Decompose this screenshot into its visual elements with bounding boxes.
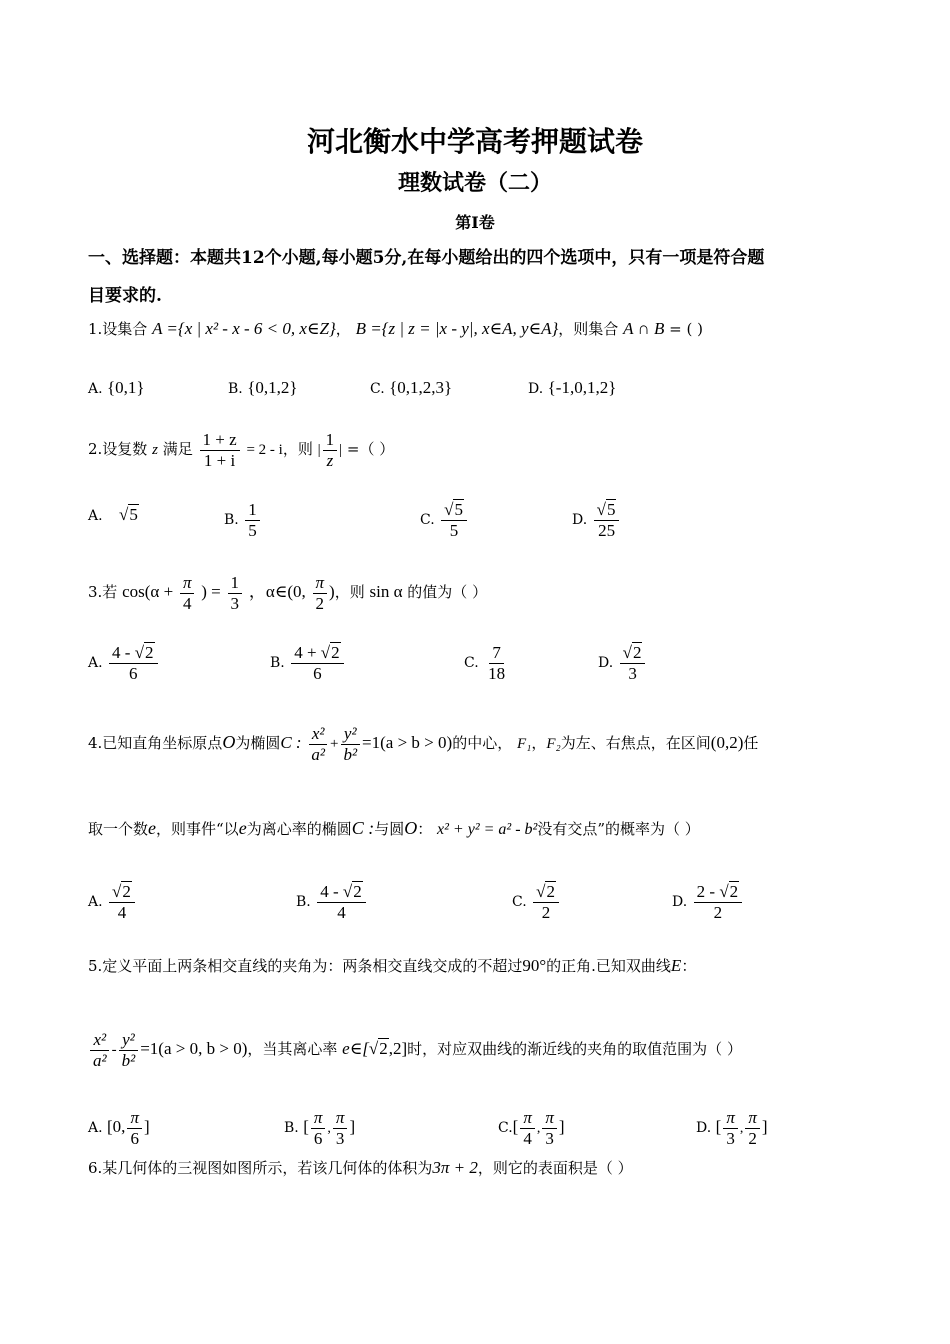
frac-num: π <box>180 573 195 594</box>
q6-lead: 6.某几何体的三视图如图所示，若该几何体的体积为 <box>88 1159 433 1177</box>
q4-p2: 的中心， <box>452 734 513 753</box>
question-2: 2.设复数 z 满足 $\frac{1 + z}{1 + i}$ = 2 - i，则 | $\frac{1}{z}$ | =（ ） <box>88 430 395 470</box>
opt-pre: [ <box>715 1117 722 1137</box>
frac-den: 6 <box>129 663 138 683</box>
frac-num-pre: 4 - <box>112 643 135 662</box>
opt-post: ] <box>761 1117 768 1137</box>
q2-option-b <box>224 500 262 540</box>
frac-den: a² <box>93 1050 107 1070</box>
q5-deg: 90° <box>522 956 547 975</box>
frac-den: 5 <box>248 520 257 540</box>
option-label: B. <box>296 894 311 911</box>
q3-lead: 3.若 <box>88 583 118 602</box>
q4-ellipse-c: C : <box>280 733 302 753</box>
q3-tail: 的值为（ ） <box>407 583 488 602</box>
frac-den: 25 <box>598 520 616 540</box>
q4-comma: ， <box>531 734 547 753</box>
frac-num-rad: 2 <box>145 643 154 662</box>
q4-option-b: B. $\frac{4 - √2}{4}$ <box>296 882 368 922</box>
option-label: A. <box>88 381 103 397</box>
question-4-line2 <box>88 818 700 839</box>
frac-den: 1 + i <box>203 450 236 470</box>
frac-num: π <box>127 1108 142 1129</box>
question-5-line1 <box>88 955 696 976</box>
q4-o2: O <box>404 818 418 838</box>
exam-title: 河北衡水中学高考押题试卷 <box>306 125 643 158</box>
q5-option-b <box>284 1108 355 1148</box>
question-1 <box>88 318 703 339</box>
q4-f2: F₂ <box>546 736 561 753</box>
q4-lead: 4.已知直角坐标原点 <box>88 734 223 753</box>
q1-option-d <box>528 378 616 398</box>
q4-l2f: 没有交点”的概率为（ ） <box>537 820 700 838</box>
option-value: {0,1,2,3} <box>389 378 453 397</box>
frac-num: π <box>333 1108 348 1129</box>
q6-tail: ，则它的表面积是（ ） <box>477 1159 633 1177</box>
opt-post: ] <box>349 1117 356 1137</box>
q5-ecc-pre: e∈[ <box>342 1039 369 1059</box>
option-label: C. <box>498 1120 513 1137</box>
opt-pre: [0, <box>107 1117 126 1137</box>
q4-l2b: ，则事件“以 <box>156 820 239 838</box>
q2-then: ，则 <box>282 440 313 459</box>
frac-num-pre: 2 - <box>696 882 720 901</box>
q1-set-a: A ={x | x² - x - 6 < 0, x∈Z} <box>152 319 336 338</box>
opt-mid: , <box>739 1121 744 1137</box>
frac-num: 1 <box>323 430 338 451</box>
q4-l2d: 与圆 <box>374 820 405 838</box>
q4-p3: 为左、右焦点，在区间 <box>560 734 711 753</box>
q3-cond-close: ) <box>329 582 335 602</box>
q5-eq: =1(a > 0, b > 0) <box>140 1039 248 1059</box>
q3-sin: sin α <box>369 582 403 602</box>
frac-den: b² <box>121 1050 136 1070</box>
q5-l1: 5.定义平面上两条相交直线的夹角为：两条相交直线交成的不超过 <box>88 957 523 975</box>
exam-subtitle: 理数试卷（二） <box>397 170 552 196</box>
option-label: C. <box>370 381 385 397</box>
q1-expr: A ∩ B <box>623 319 665 338</box>
q4-eq: =1(a > b > 0) <box>362 733 453 753</box>
option-label: B. <box>284 1120 299 1137</box>
frac-num: π <box>745 1108 760 1129</box>
frac-den: 4 <box>337 902 346 922</box>
frac-num-rad: 2 <box>353 882 362 901</box>
q2-fraction <box>200 430 240 470</box>
frac-num-pre: 4 + <box>294 643 321 662</box>
frac-num: 7 <box>489 643 504 664</box>
q4-l2a: 取一个数 <box>88 820 149 838</box>
q3-cos: cos(α + <box>122 582 174 602</box>
q5-option-d <box>696 1108 768 1148</box>
q4-interval: (0,2) <box>710 733 744 753</box>
frac-den: 2 <box>748 1128 757 1148</box>
frac-num: π <box>723 1108 738 1129</box>
q2-option-d: D. $\frac{√5}{25}$ <box>572 500 621 540</box>
frac-den: 4 <box>182 593 192 613</box>
frac-num: y² <box>119 1030 138 1051</box>
question-3 <box>88 573 487 613</box>
option-label: C. <box>464 655 479 672</box>
option-label: C. <box>420 512 435 529</box>
q2-var: z <box>152 442 158 459</box>
frac-num: π <box>542 1108 557 1129</box>
frac-den: 4 <box>117 902 127 922</box>
frac-den: 18 <box>488 663 506 683</box>
opt-post: ] <box>558 1117 565 1137</box>
q3-ask: ，则 <box>334 583 365 602</box>
frac-num: x² <box>90 1030 109 1051</box>
frac-num-pre: 4 - <box>320 882 343 901</box>
q1-set-b: B ={z | z = |x - y|, x∈A, y∈A} <box>355 319 559 338</box>
frac-den: 6 <box>130 1128 139 1148</box>
q2-lead: 2.设复数 <box>88 440 148 459</box>
opt-pre: [ <box>303 1117 309 1137</box>
option-label: D. <box>672 894 688 911</box>
option-label: A. <box>88 508 103 524</box>
q2-eq: = 2 - i <box>246 442 283 459</box>
frac-num: π <box>313 573 328 594</box>
q1-tail: = ( ) <box>669 320 703 338</box>
q4-e2: e <box>238 818 247 838</box>
question-6 <box>88 1157 633 1178</box>
q4-p4: 任 <box>743 734 759 753</box>
frac-num: x² <box>309 724 328 745</box>
q1-option-a <box>88 378 145 398</box>
option-label: B. <box>224 512 239 529</box>
option-label: B. <box>270 655 285 672</box>
option-label: D. <box>696 1120 712 1137</box>
frac-den: 3 <box>545 1128 554 1148</box>
q5-l1b: 的正角.已知双曲线 <box>546 957 671 975</box>
q5-l2b: 时，对应双曲线的渐近线的夹角的取值范围为（ ） <box>407 1040 742 1059</box>
q4-c2: C : <box>351 818 375 838</box>
q5-colon: ： <box>681 957 697 975</box>
frac-den: b² <box>343 744 358 764</box>
q5-minus: - <box>111 1042 117 1059</box>
q2-tail: =（ ） <box>346 440 395 459</box>
frac-den: a² <box>311 744 325 764</box>
frac-num: 1 <box>228 573 243 594</box>
q5-ecc-post: ,2] <box>388 1039 408 1059</box>
q5-l2a: ，当其离心率 <box>247 1040 338 1059</box>
q4-option-a: A. $\frac{√2}{4}$ <box>88 882 137 922</box>
q5-e: E <box>670 956 682 975</box>
q4-e: e <box>148 818 157 838</box>
option-label: A. <box>88 894 103 911</box>
frac-den: 2 <box>315 593 325 613</box>
frac-den: 4 <box>523 1128 532 1148</box>
option-value: {0,1} <box>107 378 145 397</box>
q3-cond: ，α∈(0, <box>248 582 306 602</box>
frac-num-rad: 2 <box>729 882 739 901</box>
q4-l2e: ： <box>417 820 433 838</box>
frac-den: 2 <box>713 902 723 922</box>
q1-option-c <box>370 378 452 398</box>
frac-num-rad: 2 <box>122 882 131 901</box>
q5-rad: 2 <box>379 1039 388 1059</box>
opt-post: ] <box>143 1117 150 1137</box>
q5-option-a <box>88 1108 150 1148</box>
question-5-line2: $\frac{\text{x²}}{\text{a²}}$ - $\frac{\text{y²}}{\text{b²}}$ =1(a > 0, b > 0)，当其离心率 e∈[√2,2]时，对应双曲线的渐近线的夹角的取值范围为（ ） <box>88 1030 742 1070</box>
q2-option-c: C. $\frac{√5}{5}$ <box>420 500 469 540</box>
option-label: A. <box>88 655 103 672</box>
option-value: {0,1,2} <box>247 378 298 397</box>
frac-den: 2 <box>541 902 551 922</box>
option-label: A. <box>88 1120 103 1137</box>
q4-p1: 为椭圆 <box>235 734 281 753</box>
option-value: 5 <box>129 505 138 524</box>
frac-num: 5 <box>454 500 463 519</box>
frac-den: 6 <box>313 1128 323 1148</box>
q4-plus: + <box>329 736 339 753</box>
frac-den: 6 <box>313 663 322 683</box>
section-heading-line2: 目要求的. <box>88 286 162 306</box>
frac-den: 3 <box>628 663 637 683</box>
q4-circle-eq: x² + y² = a² - b² <box>437 821 538 838</box>
frac-num: π <box>520 1108 535 1129</box>
frac-den: z <box>326 450 334 470</box>
q4-origin: O <box>222 732 236 753</box>
q4-option-c: C. $\frac{√2}{2}$ <box>512 882 561 922</box>
opt-mid: , <box>536 1121 541 1137</box>
frac-num: 5 <box>606 500 616 519</box>
option-value: {-1,0,1,2} <box>547 378 617 397</box>
frac-num: π <box>311 1108 326 1129</box>
frac-den: 3 <box>726 1128 735 1148</box>
q2-abs-fraction <box>323 430 338 470</box>
option-label: C. <box>512 894 527 911</box>
frac-num-rad: 2 <box>546 882 555 901</box>
frac-num: 1 + z <box>200 430 240 451</box>
q1-ask: ，则集合 <box>558 320 619 338</box>
q3-option-b: B. $\frac{4 + √2}{6}$ <box>270 643 346 683</box>
option-label: D. <box>572 512 588 529</box>
frac-den: 3 <box>335 1128 345 1148</box>
volume-label: 第Ⅰ卷 <box>455 213 495 232</box>
frac-num: y² <box>341 724 360 745</box>
q4-option-d: D. $\frac{2 - √2}{2}$ <box>672 882 744 922</box>
frac-num-rad: 2 <box>331 643 340 662</box>
q3-option-a: A. $\frac{4 - √2}{6}$ <box>88 643 160 683</box>
opt-pre: [ <box>512 1117 519 1137</box>
frac-num-rad: 2 <box>632 643 642 662</box>
q2-mid: 满足 <box>162 440 193 459</box>
q1-sep: ， <box>335 320 351 338</box>
option-label: D. <box>528 381 544 397</box>
q4-f1: F₁ <box>516 736 532 753</box>
option-label: D. <box>598 655 614 672</box>
q1-option-b <box>228 378 298 398</box>
frac-den: 5 <box>449 520 459 540</box>
q1-lead: 1.设集合 <box>88 320 148 338</box>
q5-option-c <box>498 1108 565 1148</box>
q2-option-a: A. √5 <box>88 505 138 524</box>
frac-num: 1 <box>245 500 260 521</box>
section-heading-line1: 一、选择题：本题共12个小题,每小题5分,在每小题给出的四个选项中，只有一项是符合题 <box>88 248 765 268</box>
option-label: B. <box>228 381 243 397</box>
question-4-line1 <box>88 724 758 764</box>
opt-mid: , <box>327 1121 331 1137</box>
q3-eq: ) = <box>201 582 221 602</box>
q3-option-d: D. $\frac{√2}{3}$ <box>598 643 647 683</box>
frac-den: 3 <box>230 593 240 613</box>
q3-option-c <box>464 643 510 683</box>
q4-l2c: 为离心率的椭圆 <box>246 820 352 838</box>
q6-volume: 3π + 2 <box>432 1158 478 1177</box>
